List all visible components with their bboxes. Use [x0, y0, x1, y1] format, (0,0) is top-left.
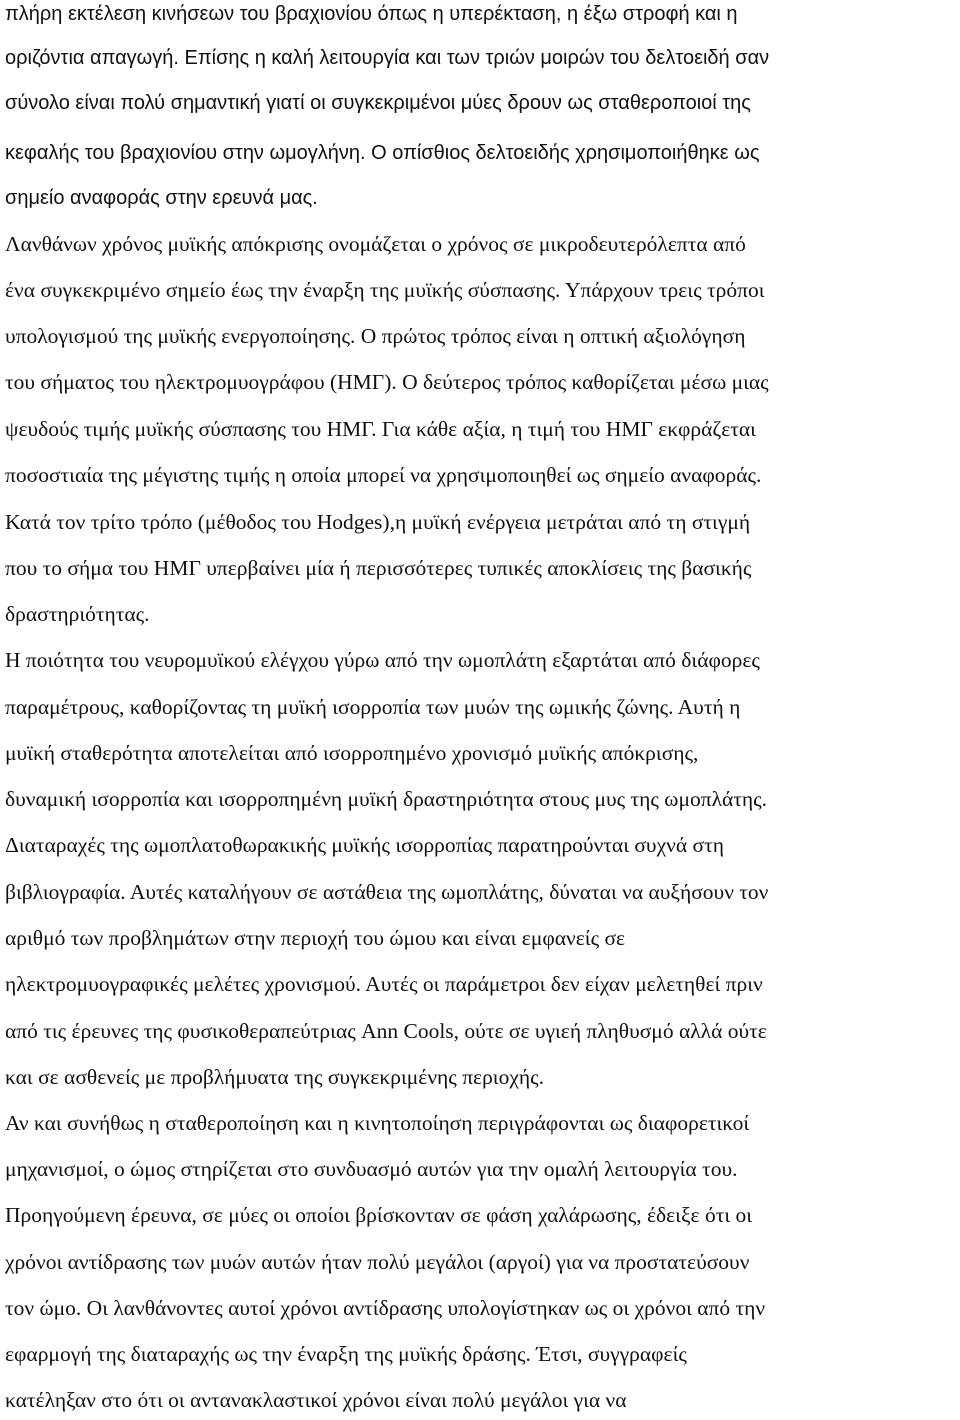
text-line: σημείο αναφοράς στην ερευνά μας.: [5, 187, 318, 209]
text-line: τον ώμο. Οι λανθάνοντες αυτοί χρόνοι αντίδρασης υπολογίστηκαν ως οι χρόνοι από την: [5, 1296, 766, 1320]
text-line: κεφαλής του βραχιονίου στην ωμογλήνη. Ο οπίσθιος δελτοειδής χρησιμοποιήθηκε ως: [5, 142, 760, 164]
text-line: χρόνοι αντίδρασης των μυών αυτών ήταν πολύ μεγάλοι (αργοί) για να προστατεύσουν: [5, 1250, 750, 1274]
text-line: Λανθάνων χρόνος μυϊκής απόκρισης ονομάζεται ο χρόνος σε μικροδευτερόλεπτα από: [5, 232, 746, 256]
text-line: Προηγούμενη έρευνα, σε μύες οι οποίοι βρίσκονταν σε φάση χαλάρωσης, έδειξε ότι οι: [5, 1203, 753, 1227]
text-line: δυναμική ισορροπία και ισορροπημένη μυϊκή δραστηριότητα στους μυς της ωμοπλάτης.: [5, 787, 768, 811]
text-line: δραστηριότητας.: [5, 602, 150, 626]
text-line: υπολογισμού της μυϊκής ενεργοποίησης. Ο πρώτος τρόπος είναι η οπτική αξιολόγηση: [5, 324, 746, 348]
text-line: εφαρμογή της διαταραχής ως την έναρξη της μυϊκής δράσης. Έτσι, συγγραφείς: [5, 1342, 687, 1366]
text-line: Κατά τον τρίτο τρόπο (μέθοδος του Hodges),η μυϊκή ενέργεια μετράται από τη στιγμή: [5, 510, 751, 534]
text-line: Αν και συνήθως η σταθεροποίηση και η κινητοποίηση περιγράφονται ως διαφορετικοί: [5, 1111, 750, 1135]
text-line: παραμέτρους, καθορίζοντας τη μυϊκή ισορροπία των μυών της ωμικής ζώνης. Αυτή η: [5, 695, 741, 719]
text-line: οριζόντια απαγωγή. Επίσης η καλή λειτουργία και των τριών μοιρών του δελτοειδή σαν: [5, 47, 770, 69]
text-line: αριθμό των προβλημάτων στην περιοχή του ώμου και είναι εμφανείς σε: [5, 926, 626, 950]
text-line: σύνολο είναι πολύ σημαντική γιατί οι συγκεκριμένοι μύες δρουν ως σταθεροποιοί της: [5, 92, 751, 114]
text-line: ψευδούς τιμής μυϊκής σύσπασης του ΗΜΓ. Για κάθε αξία, η τιμή του ΗΜΓ εκφράζεται: [5, 417, 756, 441]
text-line: Η ποιότητα του νευρομυϊκού ελέγχου γύρω από την ωμοπλάτη εξαρτάται από διάφορες: [5, 648, 760, 672]
text-line: κατέληξαν στο ότι οι αντανακλαστικοί χρόνοι είναι πολύ μεγάλοι για να: [5, 1388, 627, 1412]
text-line: μηχανισμοί, ο ώμος στηρίζεται στο συνδυασμό αυτών για την ομαλή λειτουργία του.: [5, 1157, 738, 1181]
text-line: ηλεκτρομυογραφικές μελέτες χρονισμού. Αυτές οι παράμετροι δεν είχαν μελετηθεί πριν: [5, 972, 763, 996]
text-line: Διαταραχές της ωμοπλατοθωρακικής μυϊκής ισορροπίας παρατηρούνται συχνά στη: [5, 833, 724, 857]
text-line: που το σήμα του ΗΜΓ υπερβαίνει μία ή περισσότερες τυπικές αποκλίσεις της βασικής: [5, 556, 752, 580]
text-line: βιβλιογραφία. Αυτές καταλήγουν σε αστάθεια της ωμοπλάτης, δύναται να αυξήσουν τον: [5, 880, 769, 904]
text-line: και σε ασθενείς με προβλήμυατα της συγκεκριμένης περιοχής.: [5, 1065, 545, 1089]
text-line: ποσοστιαία της μέγιστης τιμής η οποία μπορεί να χρησιμοποιηθεί ως σημείο αναφοράς.: [5, 463, 762, 487]
text-line: μυϊκή σταθερότητα αποτελείται από ισορροπημένο χρονισμό μυϊκής απόκρισης,: [5, 741, 699, 765]
text-line: από τις έρευνες της φυσικοθεραπεύτριας Ann Cools, ούτε σε υγιεή πληθυσμό αλλά ούτε: [5, 1019, 767, 1043]
text-line: πλήρη εκτέλεση κινήσεων του βραχιονίου όπως η υπερέκταση, η έξω στροφή και η: [5, 3, 738, 25]
text-line: του σήματος του ηλεκτρομυογράφου (ΗΜΓ). Ο δεύτερος τρόπος καθορίζεται μέσω μιας: [5, 370, 769, 394]
text-line: ένα συγκεκριμένο σημείο έως την έναρξη της μυϊκής σύσπασης. Υπάρχουν τρεις τρόποι: [5, 278, 765, 302]
